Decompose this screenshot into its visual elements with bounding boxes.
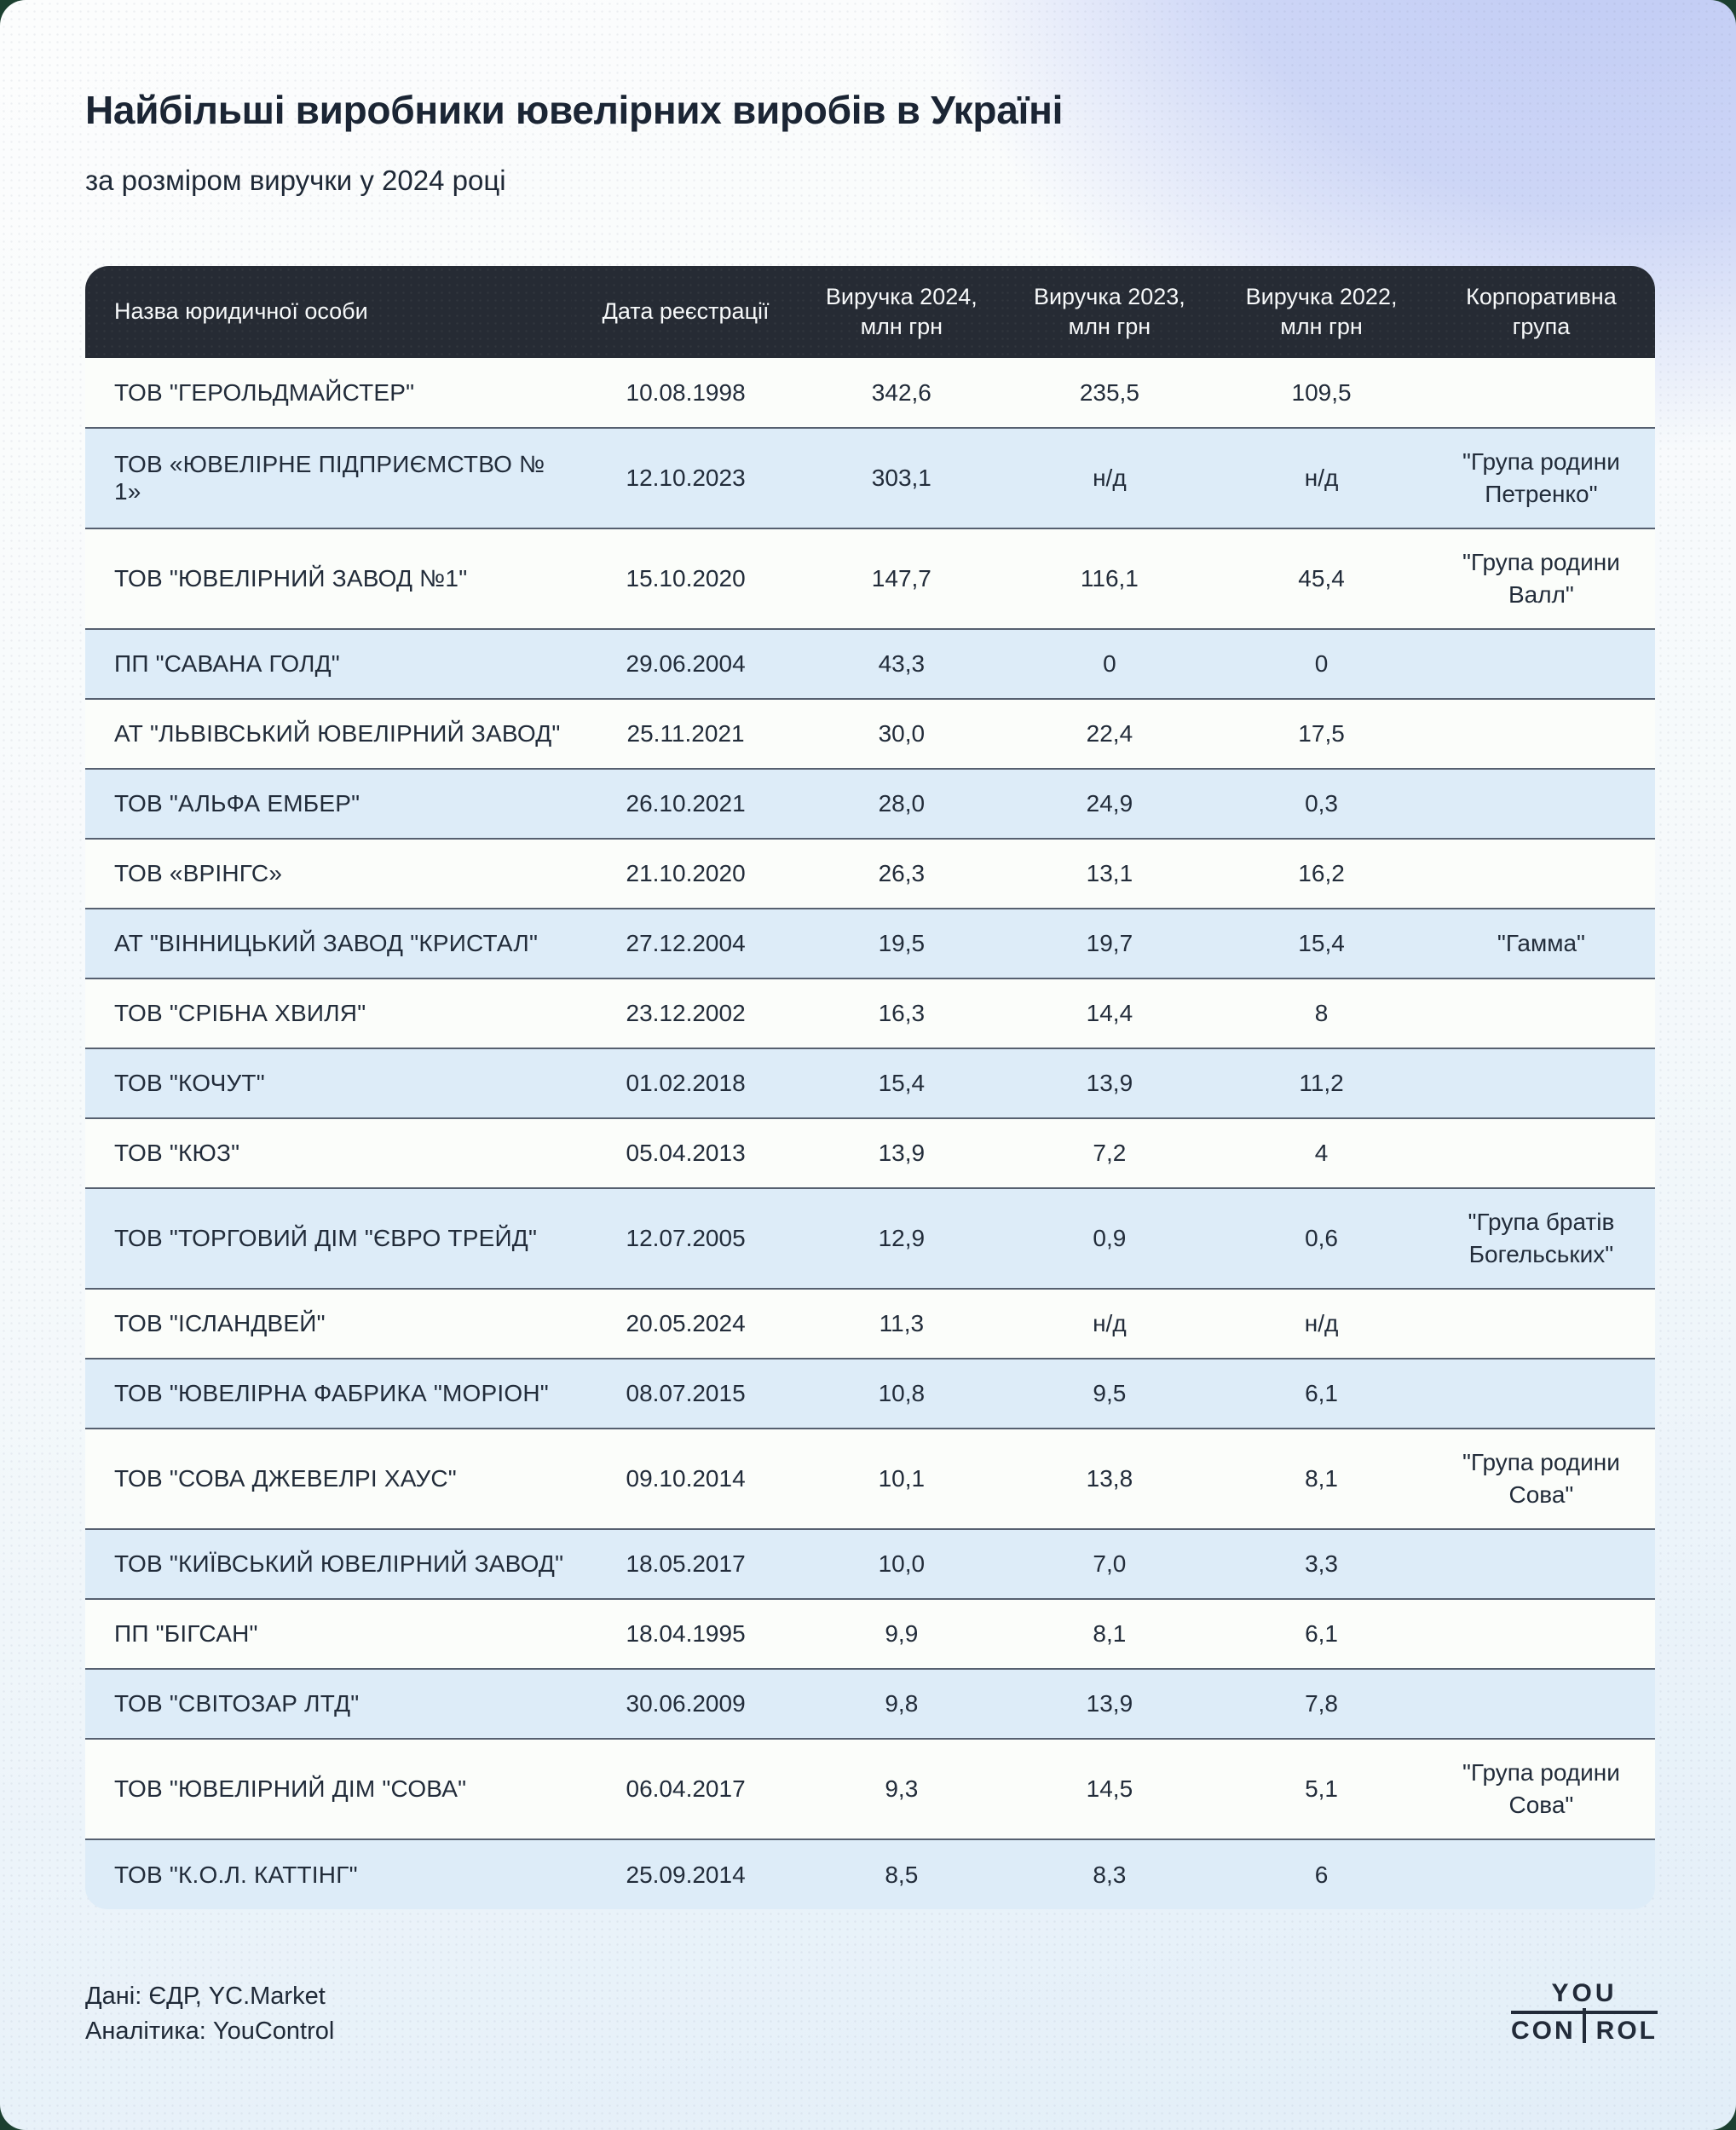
table-row: [85, 978, 1655, 1048]
corporate-group-cell: "Група родини Валл": [1462, 549, 1620, 608]
registration-date-cell: 21.10.2020: [626, 860, 746, 886]
registration-date-cell: 01.02.2018: [626, 1070, 746, 1096]
corporate-group-cell: [1427, 1048, 1655, 1118]
revenue-2022-cell: 15,4: [1298, 930, 1345, 956]
registration-date-cell: 25.11.2021: [626, 720, 745, 747]
logo-t-stem: [1583, 2008, 1586, 2043]
company-name-cell: ТОВ «ЮВЕЛІРНЕ ПІДПРИЄМСТВО № 1»: [114, 451, 545, 505]
company-name-cell: ПП "САВАНА ГОЛД": [114, 650, 340, 677]
registration-date-cell: 12.07.2005: [626, 1225, 746, 1251]
table-row: [85, 629, 1655, 699]
company-name-cell: ТОВ "ГЕРОЛЬДМАЙСТЕР": [114, 378, 415, 406]
corporate-group-cell: [1427, 769, 1655, 839]
company-name-cell: ТОВ "ЮВЕЛІРНИЙ ЗАВОД №1": [114, 565, 468, 592]
revenue-2024-cell: 13,9: [878, 1140, 926, 1166]
company-name-cell: ТОВ "СРІБНА ХВИЛЯ": [114, 1000, 366, 1026]
revenue-2022-cell: 4: [1314, 1140, 1329, 1166]
company-name-cell: ТОВ "СОВА ДЖЕВЕЛРІ ХАУС": [114, 1465, 457, 1492]
revenue-2023-cell: 116,1: [1080, 565, 1139, 592]
revenue-2024-cell: 9,8: [885, 1690, 919, 1717]
table-row: [85, 1118, 1655, 1188]
company-name-cell: ТОВ "К.О.Л. КАТТІНГ": [114, 1861, 358, 1888]
table-row: [85, 1359, 1655, 1429]
registration-date-cell: 08.07.2015: [626, 1380, 746, 1406]
corporate-group-cell: "Група родини Петренко": [1462, 448, 1620, 507]
column-header-revenue-2024: Виручка 2024, млн грн: [799, 266, 1003, 358]
registration-date-cell: 23.12.2002: [626, 1000, 746, 1026]
table-row: [85, 769, 1655, 839]
registration-date-cell: 18.05.2017: [626, 1550, 746, 1577]
table-row: [85, 909, 1655, 978]
table-row: [85, 1839, 1655, 1909]
revenue-2022-cell: 6,1: [1305, 1620, 1339, 1647]
revenue-2022-cell: 109,5: [1291, 378, 1352, 406]
company-name-cell: ТОВ "СВІТОЗАР ЛТД": [114, 1690, 360, 1717]
revenue-2024-cell: 28,0: [878, 790, 926, 817]
column-header-corporate-group: Корпоративна група: [1427, 266, 1655, 358]
corporate-group-cell: [1427, 1529, 1655, 1599]
revenue-2023-cell: 14,5: [1086, 1775, 1133, 1802]
corporate-group-cell: [1427, 1839, 1655, 1909]
page-title: Найбільші виробники ювелірних виробів в Україні: [85, 88, 1064, 132]
revenue-2022-cell: н/д: [1304, 465, 1339, 491]
revenue-2022-cell: 0,6: [1305, 1225, 1339, 1251]
revenue-2023-cell: 7,0: [1093, 1550, 1127, 1577]
revenue-2022-cell: 0: [1314, 650, 1329, 677]
revenue-2024-cell: 10,0: [878, 1550, 926, 1577]
revenue-2024-cell: 9,9: [885, 1620, 919, 1647]
logo-rol-text: ROL: [1595, 2017, 1658, 2045]
registration-date-cell: 29.06.2004: [626, 650, 746, 677]
revenue-2022-cell: 17,5: [1298, 720, 1345, 747]
table-row: [85, 1289, 1655, 1359]
registration-date-cell: 18.04.1995: [626, 1620, 746, 1647]
table-row: [85, 1669, 1655, 1739]
table-row: [85, 1739, 1655, 1839]
table-row: [85, 1048, 1655, 1118]
corporate-group-cell: [1427, 629, 1655, 699]
revenue-2024-cell: 303,1: [871, 465, 931, 491]
revenue-2024-cell: 15,4: [878, 1070, 926, 1096]
revenue-2022-cell: 16,2: [1298, 860, 1345, 886]
corporate-group-cell: [1427, 1289, 1655, 1359]
registration-date-cell: 06.04.2017: [626, 1775, 746, 1802]
corporate-group-cell: "Гамма": [1497, 930, 1585, 957]
revenue-2023-cell: н/д: [1093, 1310, 1127, 1336]
corporate-group-cell: [1427, 839, 1655, 909]
column-header-company-name: Назва юридичної особи: [85, 266, 572, 358]
registration-date-cell: 05.04.2013: [626, 1140, 746, 1166]
revenue-2024-cell: 30,0: [878, 720, 926, 747]
revenue-2023-cell: 13,8: [1086, 1465, 1133, 1492]
table-row: [85, 1188, 1655, 1289]
table-row: [85, 1599, 1655, 1669]
registration-date-cell: 12.10.2023: [626, 465, 746, 491]
table-row: [85, 528, 1655, 629]
company-name-cell: ТОВ "ТОРГОВИЙ ДІМ "ЄВРО ТРЕЙД": [114, 1225, 538, 1251]
logo-lower: [1511, 2011, 1658, 2046]
corporate-group-cell: [1427, 1118, 1655, 1188]
registration-date-cell: 27.12.2004: [626, 930, 746, 956]
revenue-2024-cell: 147,7: [871, 565, 931, 592]
revenue-2023-cell: 19,7: [1086, 930, 1133, 956]
table-row: [85, 1529, 1655, 1599]
column-header-registration-date: Дата реєстрації: [572, 266, 799, 358]
revenue-2023-cell: 13,9: [1086, 1690, 1133, 1717]
registration-date-cell: 25.09.2014: [626, 1861, 746, 1888]
revenue-2024-cell: 9,3: [885, 1775, 919, 1802]
revenue-2024-cell: 342,6: [871, 378, 931, 406]
table-row: [85, 1429, 1655, 1529]
revenue-2023-cell: н/д: [1093, 465, 1127, 491]
source-line: Дані: ЄДР, YC.Market: [85, 1983, 326, 2010]
corporate-group-cell: [1427, 699, 1655, 769]
revenue-2023-cell: 8,1: [1093, 1620, 1127, 1647]
revenue-2022-cell: 7,8: [1305, 1690, 1339, 1717]
company-name-cell: ТОВ "КОЧУТ": [114, 1070, 265, 1096]
revenue-2022-cell: 8,1: [1305, 1465, 1339, 1492]
corporate-group-cell: [1427, 358, 1655, 428]
registration-date-cell: 26.10.2021: [626, 790, 746, 817]
registration-date-cell: 15.10.2020: [626, 565, 746, 592]
company-name-cell: АТ "ВІННИЦЬКИЙ ЗАВОД "КРИСТАЛ": [114, 930, 539, 956]
revenue-2024-cell: 19,5: [878, 930, 926, 956]
data-source-note: [85, 1979, 334, 2049]
revenue-2023-cell: 0: [1103, 650, 1116, 677]
corporate-group-cell: "Група братів Богельських": [1468, 1209, 1615, 1267]
companies-table: [85, 266, 1655, 1909]
corporate-group-cell: [1427, 1599, 1655, 1669]
revenue-2024-cell: 11,3: [879, 1310, 925, 1336]
revenue-2024-cell: 16,3: [878, 1000, 926, 1026]
company-name-cell: ПП "БІГСАН": [114, 1620, 258, 1647]
revenue-2024-cell: 10,1: [878, 1465, 926, 1492]
company-name-cell: ТОВ "ІСЛАНДВЕЙ": [114, 1310, 326, 1336]
revenue-2023-cell: 14,4: [1086, 1000, 1133, 1026]
logo-con-text: CON: [1511, 2017, 1576, 2045]
company-name-cell: ТОВ «ВРІНГС»: [114, 860, 283, 886]
revenue-2023-cell: 13,9: [1086, 1070, 1133, 1096]
revenue-2024-cell: 8,5: [885, 1861, 919, 1888]
column-header-revenue-2023: Виручка 2023, млн грн: [1004, 266, 1216, 358]
table-body: [85, 358, 1655, 1909]
revenue-2023-cell: 7,2: [1093, 1140, 1127, 1166]
company-name-cell: ТОВ "ЮВЕЛІРНА ФАБРИКА "МОРІОН": [114, 1380, 549, 1406]
company-name-cell: ТОВ "КЮЗ": [114, 1140, 240, 1166]
revenue-2023-cell: 13,1: [1086, 860, 1133, 886]
revenue-2022-cell: 5,1: [1305, 1775, 1339, 1802]
corporate-group-cell: [1427, 978, 1655, 1048]
registration-date-cell: 10.08.1998: [626, 378, 746, 406]
company-name-cell: ТОВ "ЮВЕЛІРНИЙ ДІМ "СОВА": [114, 1775, 467, 1802]
table-row: [85, 428, 1655, 528]
revenue-2024-cell: 43,3: [878, 650, 926, 677]
revenue-2023-cell: 9,5: [1093, 1380, 1127, 1406]
column-header-revenue-2022: Виручка 2022, млн грн: [1215, 266, 1427, 358]
table-row: [85, 839, 1655, 909]
page-subtitle: за розміром виручки у 2024 році: [85, 165, 506, 196]
revenue-2022-cell: 3,3: [1305, 1550, 1339, 1577]
analytics-line: Аналітика: YouControl: [85, 2017, 335, 2046]
revenue-2023-cell: 235,5: [1079, 378, 1139, 406]
company-name-cell: ТОВ "КИЇВСЬКИЙ ЮВЕЛІРНИЙ ЗАВОД": [114, 1550, 564, 1577]
corporate-group-cell: "Група родини Сова": [1462, 1759, 1620, 1818]
revenue-2022-cell: 0,3: [1305, 790, 1339, 817]
company-name-cell: ТОВ "АЛЬФА ЕМБЕР": [114, 790, 360, 817]
table-row: [85, 699, 1655, 769]
registration-date-cell: 20.05.2024: [626, 1310, 746, 1336]
revenue-2022-cell: 11,2: [1299, 1070, 1344, 1096]
logo-you-text: YOU: [1551, 1979, 1618, 2007]
revenue-2023-cell: 8,3: [1093, 1861, 1127, 1888]
revenue-2022-cell: 6: [1314, 1861, 1329, 1888]
registration-date-cell: 09.10.2014: [626, 1465, 746, 1492]
revenue-2022-cell: 45,4: [1298, 565, 1345, 592]
revenue-2022-cell: н/д: [1304, 1310, 1339, 1336]
revenue-2024-cell: 26,3: [878, 860, 926, 886]
table-header: [85, 266, 1655, 358]
revenue-2022-cell: 8: [1314, 1000, 1329, 1026]
youcontrol-logo: [1511, 1979, 1658, 2046]
revenue-2024-cell: 10,8: [878, 1380, 926, 1406]
revenue-2023-cell: 22,4: [1086, 720, 1133, 747]
table-row: [85, 358, 1655, 428]
corporate-group-cell: [1427, 1359, 1655, 1429]
revenue-2024-cell: 12,9: [878, 1225, 926, 1251]
revenue-2023-cell: 0,9: [1093, 1225, 1127, 1251]
revenue-2022-cell: 6,1: [1305, 1380, 1339, 1406]
corporate-group-cell: "Група родини Сова": [1462, 1449, 1620, 1508]
revenue-2023-cell: 24,9: [1086, 790, 1133, 817]
corporate-group-cell: [1427, 1669, 1655, 1739]
registration-date-cell: 30.06.2009: [626, 1690, 746, 1717]
company-name-cell: АТ "ЛЬВІВСЬКИЙ ЮВЕЛІРНИЙ ЗАВОД": [114, 720, 561, 747]
